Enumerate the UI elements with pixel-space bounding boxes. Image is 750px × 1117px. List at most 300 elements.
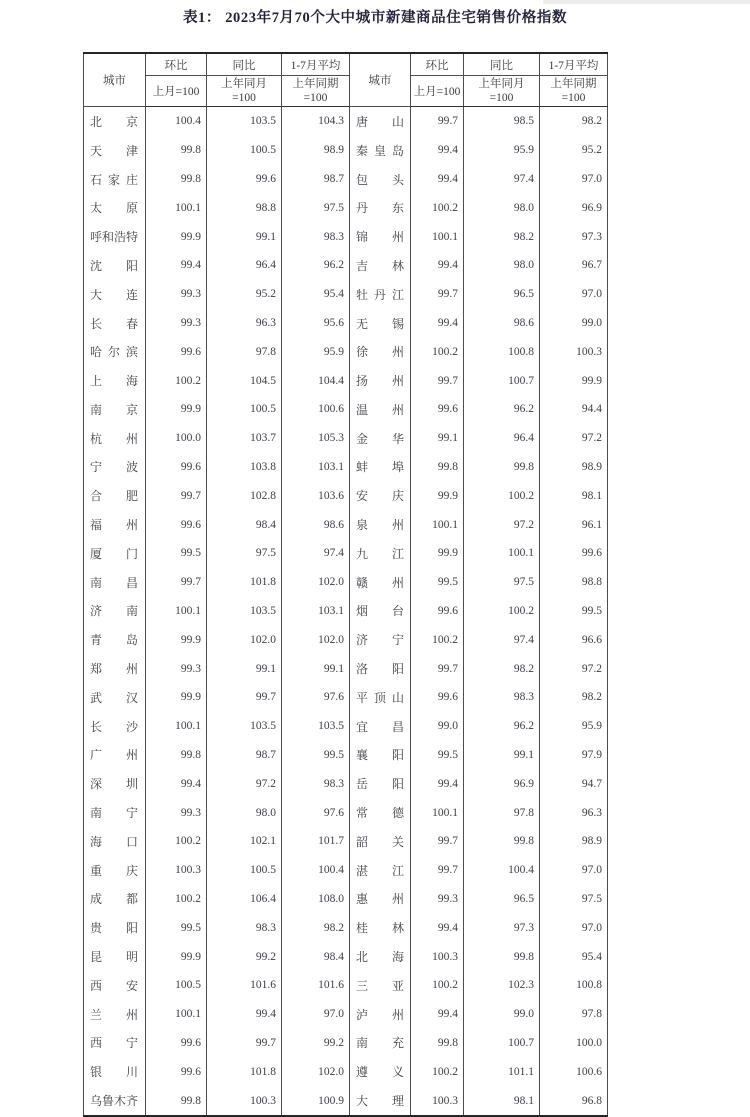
yoy-value-left: 102.8: [207, 481, 282, 510]
mom-value-left: 99.6: [146, 1029, 207, 1058]
mom-value-left: 99.6: [146, 453, 207, 482]
mom-value-right: 99.6: [411, 683, 464, 712]
avg-value-left: 98.6: [282, 510, 350, 539]
yoy-value-right: 98.2: [464, 654, 540, 683]
city-cell-left: [84, 568, 146, 597]
avg-value-left: 96.2: [282, 251, 350, 280]
yoy-value-left: 96.4: [207, 251, 282, 280]
avg-value-left: 103.1: [282, 597, 350, 626]
city-name-right: 九江: [356, 546, 404, 561]
city-cell-right: [350, 453, 411, 482]
avg-value-right: 100.8: [540, 971, 608, 1000]
yoy-value-right: 98.0: [464, 251, 540, 280]
city-name-right: 牡丹江: [356, 287, 404, 302]
avg-value-right: 97.0: [540, 913, 608, 942]
yoy-value-left: 98.7: [207, 741, 282, 770]
header-row-1: [84, 53, 608, 76]
mom-value-left: 99.7: [146, 568, 207, 597]
city-name-left: 兰州: [90, 1007, 138, 1022]
city-cell-right: [350, 1000, 411, 1029]
city-cell-left: [84, 654, 146, 683]
header-avg-left: 1-7月平均: [282, 53, 350, 76]
table-row: [84, 1029, 608, 1058]
avg-value-right: 97.0: [540, 165, 608, 194]
table-row: [84, 510, 608, 539]
city-name-right: 秦皇岛: [356, 143, 404, 158]
yoy-value-right: 100.2: [464, 481, 540, 510]
yoy-value-left: 98.0: [207, 798, 282, 827]
avg-value-right: 99.6: [540, 539, 608, 568]
yoy-value-right: 99.8: [464, 942, 540, 971]
yoy-value-right: 96.2: [464, 712, 540, 741]
avg-value-right: 97.9: [540, 741, 608, 770]
city-cell-right: [350, 712, 411, 741]
city-name-right: 包头: [356, 172, 404, 187]
mom-value-left: 99.3: [146, 654, 207, 683]
mom-value-right: 100.3: [411, 1086, 464, 1116]
avg-value-left: 100.6: [282, 395, 350, 424]
yoy-value-right: 98.0: [464, 193, 540, 222]
city-name-right: 惠州: [356, 892, 404, 907]
header-yoy-left: 同比: [207, 53, 282, 76]
mom-value-left: 100.1: [146, 1000, 207, 1029]
avg-value-left: 104.4: [282, 366, 350, 395]
avg-value-right: 96.7: [540, 251, 608, 280]
yoy-value-left: 100.3: [207, 1086, 282, 1116]
avg-value-right: 94.7: [540, 769, 608, 798]
city-cell-left: [84, 1029, 146, 1058]
mom-value-left: 99.3: [146, 798, 207, 827]
table-row: [84, 165, 608, 194]
avg-value-left: 102.0: [282, 568, 350, 597]
table-row: [84, 337, 608, 366]
city-cell-left: [84, 136, 146, 165]
table-row: [84, 1000, 608, 1029]
yoy-value-right: 100.1: [464, 539, 540, 568]
header-avg-base-line2: =100: [303, 92, 328, 105]
city-cell-right: [350, 971, 411, 1000]
avg-value-right: 98.8: [540, 568, 608, 597]
yoy-value-right: 96.5: [464, 885, 540, 914]
yoy-value-left: 102.0: [207, 625, 282, 654]
mom-value-left: 100.2: [146, 827, 207, 856]
yoy-value-right: 97.4: [464, 165, 540, 194]
yoy-value-left: 100.5: [207, 395, 282, 424]
city-cell-right: [350, 107, 411, 136]
mom-value-right: 99.4: [411, 309, 464, 338]
avg-value-left: 99.2: [282, 1029, 350, 1058]
table-row: [84, 222, 608, 251]
yoy-value-right: 97.4: [464, 625, 540, 654]
header-mom-base-left: 上月=100: [146, 76, 207, 107]
header-mom-right: 环比: [411, 53, 464, 76]
mom-value-right: 100.2: [411, 625, 464, 654]
avg-value-left: 104.3: [282, 107, 350, 136]
mom-value-right: 99.3: [411, 885, 464, 914]
mom-value-left: 99.6: [146, 1057, 207, 1086]
mom-value-left: 100.1: [146, 712, 207, 741]
city-name-right: 蚌埠: [356, 460, 404, 475]
city-cell-right: [350, 481, 411, 510]
yoy-value-right: 97.2: [464, 510, 540, 539]
yoy-value-left: 99.6: [207, 165, 282, 194]
city-name-left: 西宁: [90, 1036, 138, 1051]
city-cell-right: [350, 885, 411, 914]
mom-value-right: 100.2: [411, 1057, 464, 1086]
city-name-right: 金华: [356, 431, 404, 446]
yoy-value-left: 103.8: [207, 453, 282, 482]
city-cell-left: [84, 798, 146, 827]
yoy-value-right: 100.8: [464, 337, 540, 366]
header-yoy-base-left: [207, 76, 282, 107]
yoy-value-right: 96.4: [464, 424, 540, 453]
city-cell-right: [350, 1086, 411, 1116]
avg-value-right: 97.5: [540, 885, 608, 914]
yoy-value-left: 101.6: [207, 971, 282, 1000]
mom-value-left: 99.5: [146, 539, 207, 568]
city-name-left: 南宁: [90, 806, 138, 821]
city-cell-right: [350, 337, 411, 366]
mom-value-left: 99.6: [146, 337, 207, 366]
avg-value-right: 95.2: [540, 136, 608, 165]
yoy-value-left: 101.8: [207, 568, 282, 597]
city-name-right: 唐山: [356, 114, 404, 129]
header-avg-base-line1: 上年同期: [550, 78, 597, 90]
mom-value-left: 99.9: [146, 222, 207, 251]
avg-value-right: 97.0: [540, 280, 608, 309]
table-row: [84, 827, 608, 856]
mom-value-left: 99.9: [146, 683, 207, 712]
avg-value-left: 103.6: [282, 481, 350, 510]
city-name-right: 温州: [356, 402, 404, 417]
header-yoy-base-line1: 上年同月: [478, 78, 525, 90]
yoy-value-left: 96.3: [207, 309, 282, 338]
mom-value-left: 100.4: [146, 107, 207, 136]
table-row: [84, 395, 608, 424]
yoy-value-right: 96.5: [464, 280, 540, 309]
city-name-right: 泸州: [356, 1007, 404, 1022]
city-cell-right: [350, 683, 411, 712]
city-cell-left: [84, 885, 146, 914]
table-row: [84, 568, 608, 597]
city-cell-left: [84, 251, 146, 280]
mom-value-right: 99.7: [411, 107, 464, 136]
avg-value-right: 98.1: [540, 481, 608, 510]
yoy-value-left: 106.4: [207, 885, 282, 914]
yoy-value-left: 100.5: [207, 136, 282, 165]
city-cell-right: [350, 625, 411, 654]
table-row: [84, 856, 608, 885]
mom-value-right: 99.0: [411, 712, 464, 741]
city-name-left: 乌鲁木齐: [90, 1094, 139, 1109]
city-name-right: 常德: [356, 806, 404, 821]
yoy-value-right: 98.1: [464, 1086, 540, 1116]
header-mom-left: 环比: [146, 53, 207, 76]
city-name-right: 无锡: [356, 316, 404, 331]
yoy-value-left: 103.7: [207, 424, 282, 453]
avg-value-left: 98.3: [282, 769, 350, 798]
table-row: [84, 971, 608, 1000]
window-edge-strip: [543, 0, 750, 4]
avg-value-right: 96.6: [540, 625, 608, 654]
yoy-value-left: 99.7: [207, 683, 282, 712]
mom-value-right: 100.3: [411, 942, 464, 971]
city-name-right: 赣州: [356, 575, 404, 590]
avg-value-right: 94.4: [540, 395, 608, 424]
avg-value-right: 95.4: [540, 942, 608, 971]
city-cell-left: [84, 942, 146, 971]
mom-value-right: 99.4: [411, 1000, 464, 1029]
price-index-table: [83, 52, 608, 1117]
mom-value-left: 99.4: [146, 251, 207, 280]
city-name-left: 大连: [90, 287, 138, 302]
table-row: [84, 942, 608, 971]
city-name-left: 厦门: [90, 546, 138, 561]
city-cell-left: [84, 453, 146, 482]
yoy-value-right: 100.7: [464, 1029, 540, 1058]
city-name-right: 济宁: [356, 633, 404, 648]
city-cell-right: [350, 741, 411, 770]
city-name-left: 呼和浩特: [90, 230, 139, 245]
table-row: [84, 683, 608, 712]
city-cell-right: [350, 510, 411, 539]
city-name-left: 太原: [90, 201, 138, 216]
city-cell-right: [350, 366, 411, 395]
city-cell-left: [84, 481, 146, 510]
yoy-value-right: 95.9: [464, 136, 540, 165]
avg-value-left: 97.6: [282, 683, 350, 712]
city-cell-left: [84, 309, 146, 338]
city-cell-left: [84, 1086, 146, 1116]
city-cell-right: [350, 165, 411, 194]
mom-value-left: 99.9: [146, 395, 207, 424]
city-cell-left: [84, 395, 146, 424]
yoy-value-left: 103.5: [207, 597, 282, 626]
city-name-right: 泉州: [356, 518, 404, 533]
city-name-left: 银川: [90, 1065, 138, 1080]
city-name-left: 南京: [90, 402, 138, 417]
city-name-left: 长沙: [90, 719, 138, 734]
mom-value-right: 99.7: [411, 366, 464, 395]
mom-value-right: 99.4: [411, 165, 464, 194]
avg-value-right: 96.8: [540, 1086, 608, 1116]
city-cell-right: [350, 136, 411, 165]
table-row: [84, 107, 608, 136]
header-row-2: [84, 76, 608, 107]
header-yoy-base-line2: =100: [489, 92, 514, 105]
avg-value-right: 97.2: [540, 654, 608, 683]
city-cell-left: [84, 856, 146, 885]
city-name-left: 南昌: [90, 575, 138, 590]
mom-value-left: 100.0: [146, 424, 207, 453]
yoy-value-left: 99.7: [207, 1029, 282, 1058]
yoy-value-right: 97.3: [464, 913, 540, 942]
mom-value-left: 99.4: [146, 769, 207, 798]
city-cell-left: [84, 769, 146, 798]
table-row: [84, 481, 608, 510]
header-yoy-base-line2: =100: [232, 92, 256, 105]
yoy-value-right: 100.4: [464, 856, 540, 885]
avg-value-right: 96.1: [540, 510, 608, 539]
mom-value-right: 99.9: [411, 539, 464, 568]
city-name-left: 福州: [90, 518, 138, 533]
avg-value-left: 97.5: [282, 193, 350, 222]
avg-value-left: 95.6: [282, 309, 350, 338]
yoy-value-right: 100.7: [464, 366, 540, 395]
city-name-left: 重庆: [90, 863, 138, 878]
city-cell-left: [84, 424, 146, 453]
city-name-left: 宁波: [90, 460, 138, 475]
mom-value-right: 99.4: [411, 136, 464, 165]
city-cell-right: [350, 539, 411, 568]
city-cell-right: [350, 856, 411, 885]
avg-value-left: 98.4: [282, 942, 350, 971]
yoy-value-left: 98.8: [207, 193, 282, 222]
table-row: [84, 769, 608, 798]
city-cell-right: [350, 827, 411, 856]
mom-value-right: 99.7: [411, 280, 464, 309]
yoy-value-left: 101.8: [207, 1057, 282, 1086]
yoy-value-right: 99.8: [464, 827, 540, 856]
city-name-left: 上海: [90, 374, 138, 389]
mom-value-right: 99.6: [411, 395, 464, 424]
table-header: [84, 53, 608, 107]
mom-value-right: 99.7: [411, 654, 464, 683]
header-avg-base-line2: =100: [561, 92, 586, 105]
avg-value-left: 103.5: [282, 712, 350, 741]
avg-value-left: 97.0: [282, 1000, 350, 1029]
mom-value-right: 100.2: [411, 193, 464, 222]
city-name-left: 广州: [90, 748, 138, 763]
avg-value-right: 95.9: [540, 712, 608, 741]
table-row: [84, 741, 608, 770]
mom-value-left: 100.2: [146, 885, 207, 914]
mom-value-left: 99.3: [146, 280, 207, 309]
city-name-right: 宜昌: [356, 719, 404, 734]
avg-value-right: 98.2: [540, 107, 608, 136]
mom-value-left: 99.6: [146, 510, 207, 539]
city-cell-left: [84, 913, 146, 942]
city-cell-right: [350, 597, 411, 626]
city-name-right: 遵义: [356, 1065, 404, 1080]
header-city-left: 城市: [84, 53, 146, 107]
city-cell-left: [84, 337, 146, 366]
yoy-value-left: 99.1: [207, 654, 282, 683]
city-cell-left: [84, 510, 146, 539]
mom-value-left: 99.8: [146, 136, 207, 165]
city-cell-right: [350, 1057, 411, 1086]
mom-value-left: 99.5: [146, 913, 207, 942]
yoy-value-right: 97.5: [464, 568, 540, 597]
city-cell-right: [350, 568, 411, 597]
table-row: [84, 1057, 608, 1086]
table-row: [84, 453, 608, 482]
city-cell-right: [350, 280, 411, 309]
avg-value-left: 102.0: [282, 1057, 350, 1086]
mom-value-left: 100.2: [146, 366, 207, 395]
avg-value-right: 98.9: [540, 453, 608, 482]
city-name-right: 湛江: [356, 863, 404, 878]
table-row: [84, 597, 608, 626]
city-cell-left: [84, 366, 146, 395]
table-row: [84, 885, 608, 914]
avg-value-left: 98.9: [282, 136, 350, 165]
avg-value-left: 100.4: [282, 856, 350, 885]
yoy-value-left: 104.5: [207, 366, 282, 395]
city-cell-left: [84, 539, 146, 568]
yoy-value-right: 99.0: [464, 1000, 540, 1029]
header-city-right: 城市: [350, 53, 411, 107]
header-yoy-base-right: [464, 76, 540, 107]
avg-value-left: 98.7: [282, 165, 350, 194]
city-name-right: 平顶山: [356, 690, 404, 705]
avg-value-right: 98.2: [540, 683, 608, 712]
header-avg-base-line1: 上年同期: [292, 78, 339, 90]
avg-value-right: 99.0: [540, 309, 608, 338]
table-row: [84, 251, 608, 280]
city-name-right: 三亚: [356, 978, 404, 993]
avg-value-right: 96.9: [540, 193, 608, 222]
city-name-left: 杭州: [90, 431, 138, 446]
mom-value-right: 100.2: [411, 337, 464, 366]
city-name-left: 成都: [90, 892, 138, 907]
city-cell-left: [84, 827, 146, 856]
header-avg-right: 1-7月平均: [540, 53, 608, 76]
table-row: [84, 798, 608, 827]
city-cell-left: [84, 193, 146, 222]
yoy-value-right: 96.2: [464, 395, 540, 424]
city-name-left: 北京: [90, 114, 138, 129]
city-name-left: 合肥: [90, 489, 138, 504]
city-cell-left: [84, 683, 146, 712]
mom-value-left: 99.3: [146, 309, 207, 338]
yoy-value-left: 100.5: [207, 856, 282, 885]
table-row: [84, 1086, 608, 1116]
table-row: [84, 913, 608, 942]
yoy-value-left: 99.4: [207, 1000, 282, 1029]
avg-value-right: 97.0: [540, 856, 608, 885]
table-row: [84, 539, 608, 568]
city-cell-right: [350, 654, 411, 683]
yoy-value-left: 103.5: [207, 712, 282, 741]
avg-value-left: 98.3: [282, 222, 350, 251]
table-row: [84, 309, 608, 338]
avg-value-right: 97.8: [540, 1000, 608, 1029]
mom-value-right: 99.7: [411, 856, 464, 885]
mom-value-left: 99.8: [146, 165, 207, 194]
mom-value-left: 100.5: [146, 971, 207, 1000]
yoy-value-left: 97.8: [207, 337, 282, 366]
yoy-value-left: 98.4: [207, 510, 282, 539]
city-cell-left: [84, 625, 146, 654]
city-name-left: 昆明: [90, 950, 138, 965]
avg-value-left: 101.6: [282, 971, 350, 1000]
yoy-value-right: 99.8: [464, 453, 540, 482]
yoy-value-left: 99.2: [207, 942, 282, 971]
avg-value-left: 95.4: [282, 280, 350, 309]
yoy-value-left: 103.5: [207, 107, 282, 136]
table-row: [84, 654, 608, 683]
city-cell-right: [350, 1029, 411, 1058]
mom-value-right: 99.7: [411, 827, 464, 856]
city-cell-right: [350, 913, 411, 942]
avg-value-left: 97.6: [282, 798, 350, 827]
city-cell-left: [84, 971, 146, 1000]
city-name-right: 岳阳: [356, 777, 404, 792]
city-cell-right: [350, 222, 411, 251]
mom-value-right: 99.1: [411, 424, 464, 453]
city-name-left: 天津: [90, 143, 138, 158]
